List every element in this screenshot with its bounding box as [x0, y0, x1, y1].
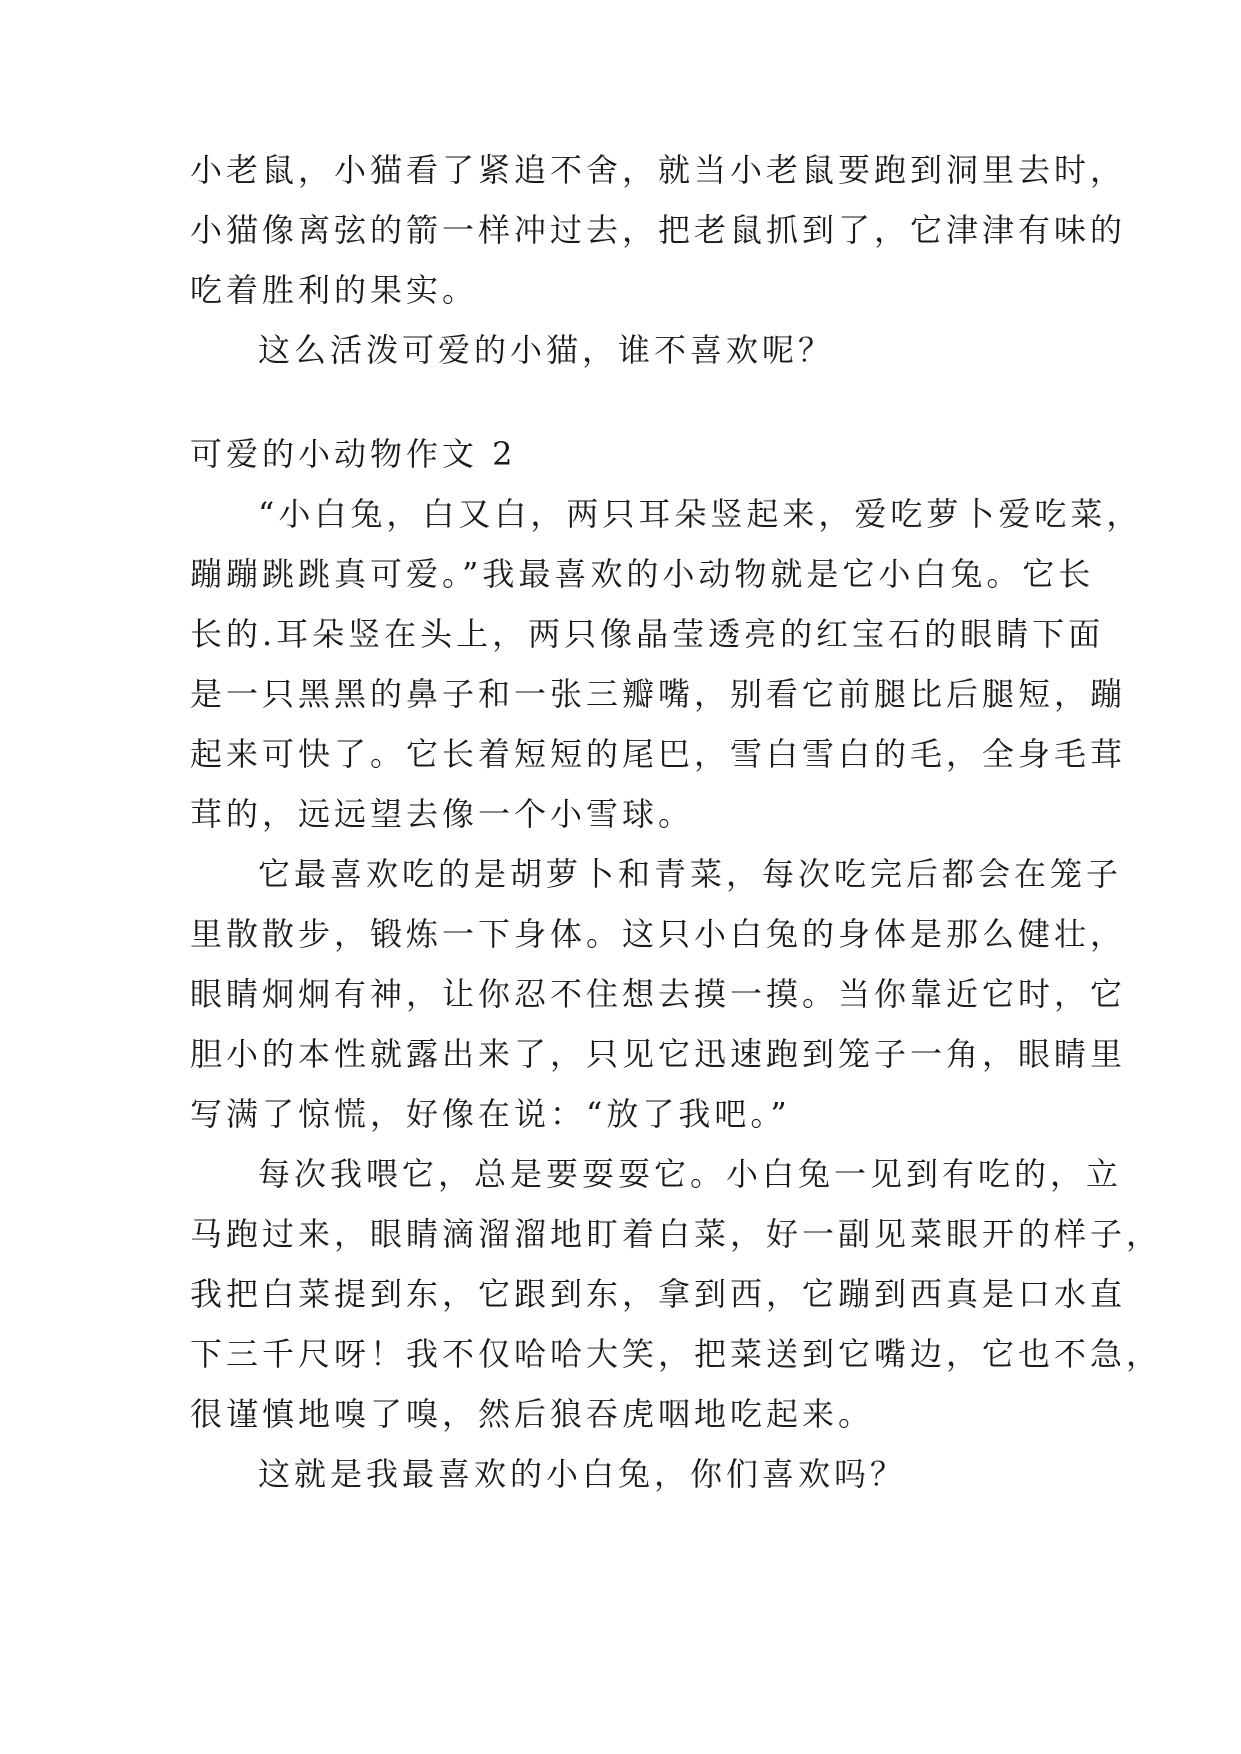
- essay-title: 可爱的小动物作文 2: [190, 435, 517, 473]
- text-line: 我把白菜提到东，它跟到东，拿到西，它蹦到西真是口水直: [190, 1275, 1127, 1313]
- paragraph-3: [190, 1144, 1163, 1444]
- text-line: 吃着胜利的果实。: [190, 271, 479, 309]
- text-line: 里散散步，锻炼一下身体。这只小白兔的身体是那么健壮，: [190, 915, 1127, 953]
- text-line: 这么活泼可爱的小猫，谁不喜欢呢？: [258, 331, 835, 369]
- paragraph-1: [190, 484, 1143, 844]
- text-line: 小猫像离弦的箭一样冲过去，把老鼠抓到了，它津津有味的: [190, 211, 1127, 249]
- text-line: 它最喜欢吃的是胡萝卜和青菜，每次吃完后都会在笼子: [258, 855, 1123, 893]
- text-line: 茸的，远远望去像一个小雪球。: [190, 795, 695, 833]
- text-line: 长的.耳朵竖在头上，两只像晶莹透亮的红宝石的眼睛下面: [190, 615, 1105, 653]
- text-line: 这就是我最喜欢的小白兔，你们喜欢吗？: [258, 1455, 907, 1493]
- text-line: 下三千尺呀！我不仅哈哈大笑，把菜送到它嘴边，它也不急，: [190, 1335, 1163, 1373]
- text-line: 起来可快了。它长着短短的尾巴，雪白雪白的毛，全身毛茸: [190, 735, 1127, 773]
- text-line: 蹦蹦跳跳真可爱。”我最喜欢的小动物就是它小白兔。它长: [190, 555, 1095, 593]
- paragraph-4: [190, 1444, 1070, 1504]
- essay-continuation: [190, 140, 1163, 1504]
- text-line: 是一只黑黑的鼻子和一张三瓣嘴，别看它前腿比后腿短，蹦: [190, 675, 1127, 713]
- paragraph-2: [190, 844, 1127, 1144]
- text-line: “小白兔，白又白，两只耳朵竖起来，爱吃萝卜爱吃菜，: [258, 495, 1143, 533]
- text-line: 眼睛炯炯有神，让你忍不住想去摸一摸。当你靠近它时，它: [190, 975, 1127, 1013]
- text-line: 每次我喂它，总是要耍耍它。小白兔一见到有吃的，立: [258, 1155, 1123, 1193]
- text-line: 小老鼠，小猫看了紧追不舍，就当小老鼠要跑到洞里去时，: [190, 151, 1127, 189]
- text-line: 马跑过来，眼睛滴溜溜地盯着白菜，好一副见菜眼开的样子，: [190, 1215, 1163, 1253]
- text-line: 写满了惊慌，好像在说：“放了我吧。”: [190, 1095, 791, 1133]
- text-line: 胆小的本性就露出来了，只见它迅速跑到笼子一角，眼睛里: [190, 1035, 1127, 1073]
- text-line: 很谨慎地嗅了嗅，然后狼吞虎咽地吃起来。: [190, 1395, 875, 1433]
